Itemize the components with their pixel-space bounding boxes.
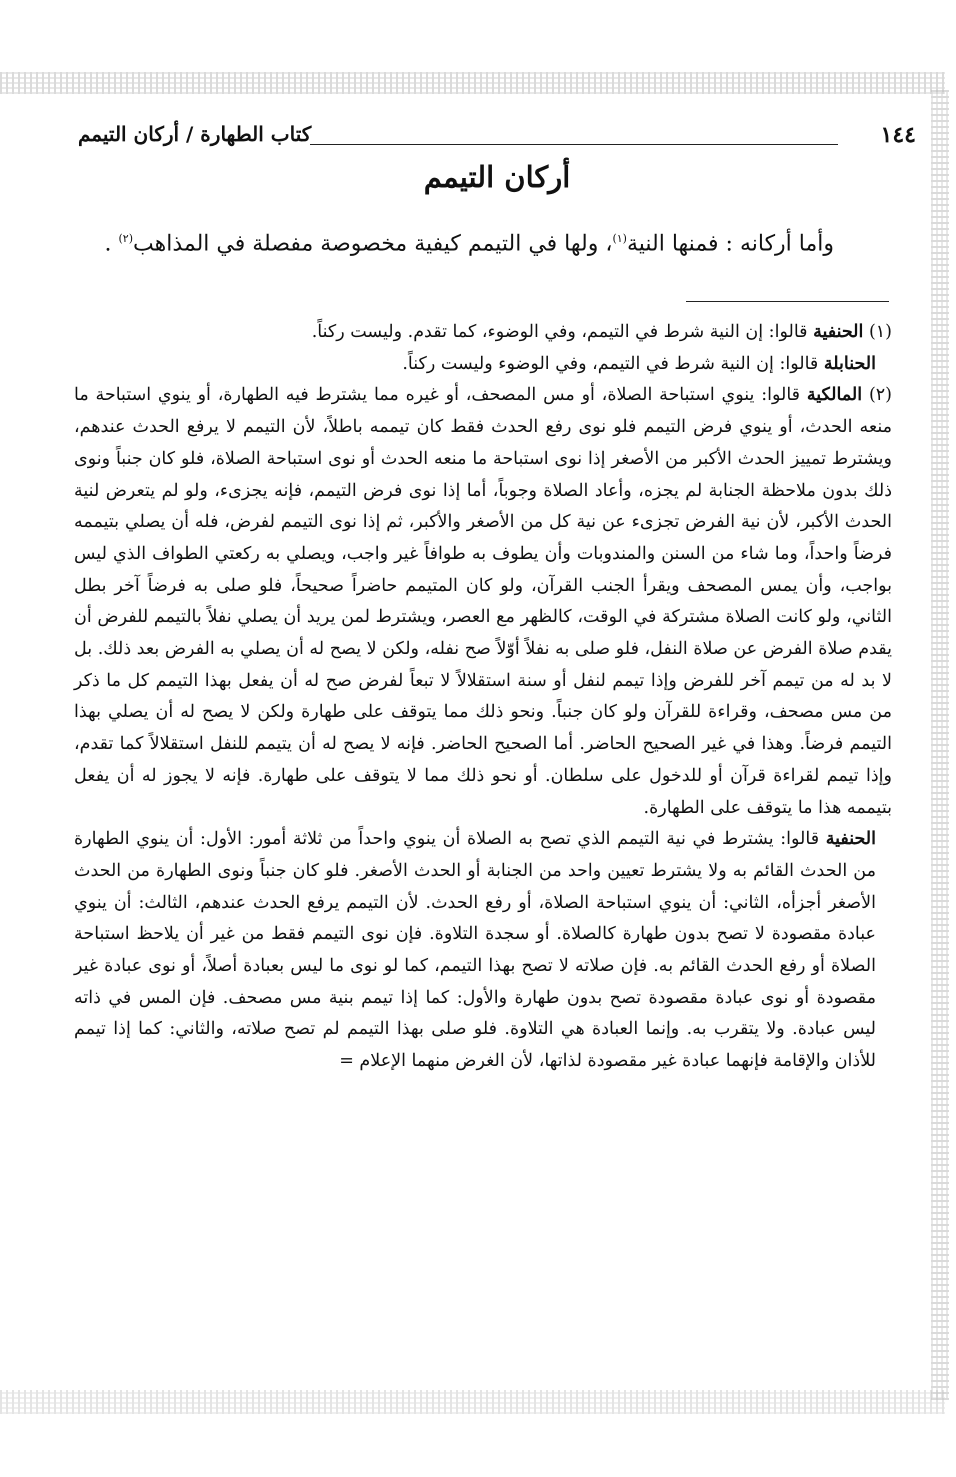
running-title: كتاب الطهارة / أركان التيمم: [78, 122, 312, 146]
decorative-border-bottom: [0, 1390, 945, 1414]
footnote-text: قالوا: ينوي استباحة الصلاة، أو مس المصحف، أو غيره مما يشترط فيه الطهارة، أو ينوي استباحة ما منعه الحدث، أو ينوي فرض التيمم فلو نوى رفع الحدث فقط كان تيممه باطلاً، لأن التيمم لا يرفع الحدث عندهم، ويشترط تمييز الحدث الأكبر من الأصغر إذا نوى استباحة ما منعه الحدث أو نوى استباحة الصلاة، فلو كان جنباً ونوى ذلك بدون ملاحظة الجنابة لم يجزه، وأعاد الصلاة وجوباً، أما إذا نوى فرض التيمم، فإنه يجزىء، ولو لم يتعرض لنية الحدث الأكبر، لأن نية الفرض تجزىء عن نية كل من الأصغر والأكبر، ثم إذا نوى التيمم لفرض، فله أن يصلي بتيممه فرضاً واحداً، وما شاء من السنن والمندوبات وأن يطوف به طوافاً غير واجب، ويصلي به ركعتي الطواف الذي ليس بواجب، وأن يمس المصحف ويقرأ الجنب القرآن، ولو كان المتيمم حاضراً صحيحاً، فلو صلى به فرضاً آخر بطل الثاني، ولو كانت الصلاة مشتركة في الوقت، كالظهر مع العصر، ويشترط لمن يريد أن يصلي نفلاً بالتيمم للفرض أن يقدم صلاة الفرض عن صلاة النفل، فلو صلى به نفلاً أوّلاً صح نفله، ولكن لا يصح له أن يصلي به الفرض بعد ذلك. بل لا بد له من تيمم آخر للفرض وإذا تيمم لنفل أو سنة استقلالاً لا تبعاً لفرض صح له أن يفعل بهذا التيمم كل ما ذكر من مس مصحف، وقراءة للقرآن ولو كان جنباً. ونحو ذلك مما يتوقف على طهارة ولكن لا يصح له أن يصلي بهذا التيمم فرضاً. وهذا في غير الصحيح الحاضر. أما الصحيح الحاضر. فإنه لا يصح له أن يتيمم للنفل استقلالاً كما تقدم، وإذا تيمم لقراءة قرآن أو للدخول على سلطان. أو نحو ذلك مما لا يتوقف على طهارة. فإنه لا يجوز له أن يفعل بتيممه هذا ما يتوقف على الطهارة.: [74, 385, 892, 818]
footnote-ref-2: (٢): [118, 232, 133, 245]
footnotes: [74, 317, 892, 1078]
intro-text-b: ، ولها في التيمم كيفية مخصوصة مفصلة في المذاهب: [133, 231, 613, 257]
decorative-border-right: [931, 90, 949, 1400]
madhab-name: الحنفية: [825, 829, 876, 850]
footnote-text: قالوا: إن النية شرط في التيمم، وفي الوضوء، كما تقدم. وليست ركناً.: [311, 322, 814, 342]
footnote-text: قالوا: يشترط في نية التيمم الذي تصح به الصلاة أن ينوي واحداً من ثلاثة أمور: الأول: أن ينوي الطهارة من الحدث القائم به ولا يشترط تعيين واحد من الجنابة أو الحدث الأصغر. فلو كان جنباً ونوى الطهارة من الحدث الأصغر أجزأه، الثاني: أن ينوي استباحة الصلاة، أو رفع الحدث. لأن التيمم يرفع الحدث عندهم، الثالث: أن ينوي عبادة مقصودة لا تصح بدون طهارة كالصلاة. أو سجدة التلاوة. فإن نوى التيمم فقط من غير أن يلاحظ استباحة الصلاة أو رفع الحدث القائم به. فإن صلاته لا تصح بهذا التيمم، كما لو نوى ما ليس بعبادة أصلاً، أو نوى عبادة غير مقصودة أو نوى عبادة مقصودة تصح بدون طهارة والأول: كما إذا تيمم بنية مس مصحف. فإن المس في ذاته ليس عبادة. ولا يتقرب به. وإنما العبادة هي التلاوة. فلو صلى بهذا التيمم لم تصح صلاته، والثاني: كما إذا تيمم للأذان والإقامة فإنهما عبادة غير مقصودة لذاتها، لأن الغرض منهما الإعلام =: [74, 829, 876, 1072]
footnote-separator: [686, 301, 889, 302]
footnote-marker: (٢): [862, 385, 892, 406]
footnote: [74, 824, 892, 1078]
intro-paragraph: [78, 222, 834, 261]
footnote-marker: (١): [863, 322, 892, 342]
header-rule: [310, 144, 838, 145]
footnote-text: قالوا: إن النية شرط في التيمم، وفي الوضوء وليست ركناً.: [402, 353, 824, 374]
madhab-name: الحنفية: [813, 322, 864, 342]
intro-text-a: وأما أركانه : فمنها النية: [626, 231, 834, 257]
footnote: [74, 380, 892, 824]
footnote: [74, 317, 892, 349]
decorative-border-top: [0, 72, 945, 94]
madhab-name: المالكية: [806, 385, 863, 406]
page-header: [78, 120, 916, 154]
footnote: [74, 349, 892, 381]
madhab-name: الحنابلة: [823, 353, 876, 374]
section-title: أركان التيمم: [423, 160, 571, 194]
intro-text-c: .: [104, 231, 119, 257]
footnote-ref-1: (١): [612, 232, 627, 245]
page-number: ١٤٤: [880, 122, 916, 148]
